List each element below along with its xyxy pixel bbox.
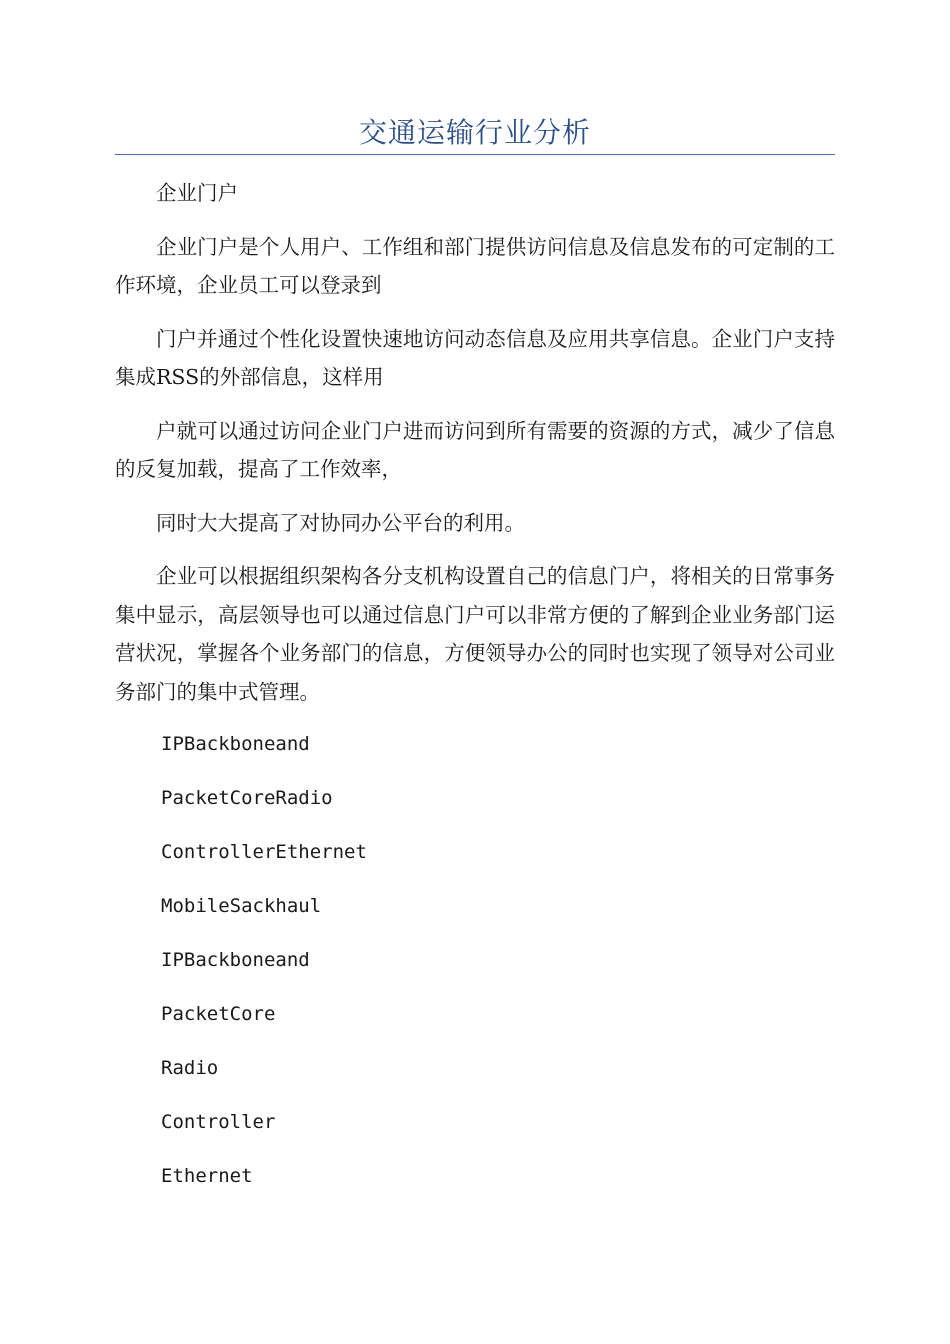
title-underline — [115, 154, 835, 155]
term-item: PacketCore — [161, 1003, 276, 1025]
term-item: Radio — [161, 1057, 219, 1079]
term-item: PacketCoreRadio — [161, 787, 333, 809]
term-item: MobileSackhaul — [161, 895, 322, 917]
term-item: IPBackboneand — [161, 733, 310, 755]
paragraph: 户就可以通过访问企业门户进而访问到所有需要的资源的方式，减少了信息的反复加载，提高了工作效率， — [115, 418, 835, 481]
paragraph: 企业门户是个人用户、工作组和部门提供访问信息及信息发布的可定制的工作环境，企业员工可以登录到 — [115, 234, 835, 297]
document-body — [115, 174, 835, 1217]
paragraph: 同时大大提高了对协同办公平台的利用。 — [156, 510, 525, 535]
paragraph: 企业可以根据组织架构各分支机构设置自己的信息门户，将相关的日常事务集中显示，高层领导也可以通过信息门户可以非常方便的了解到企业业务部门运营状况，掌握各个业务部门的信息，方便领导办公的同时也实现了领导对公司业务部门的集中式管理。 — [115, 564, 835, 704]
term-item: IPBackboneand — [161, 949, 310, 971]
paragraph: 门户并通过个性化设置快速地访问动态信息及应用共享信息。企业门户支持集成RSS的外部信息，这样用 — [115, 326, 835, 389]
term-item: Ethernet — [161, 1165, 253, 1187]
term-list — [115, 731, 835, 1217]
term-item: ControllerEthernet — [161, 841, 367, 863]
document-title: 交通运输行业分析 — [358, 116, 591, 149]
paragraph-heading: 企业门户 — [156, 181, 238, 205]
term-item: Controller — [161, 1111, 276, 1133]
